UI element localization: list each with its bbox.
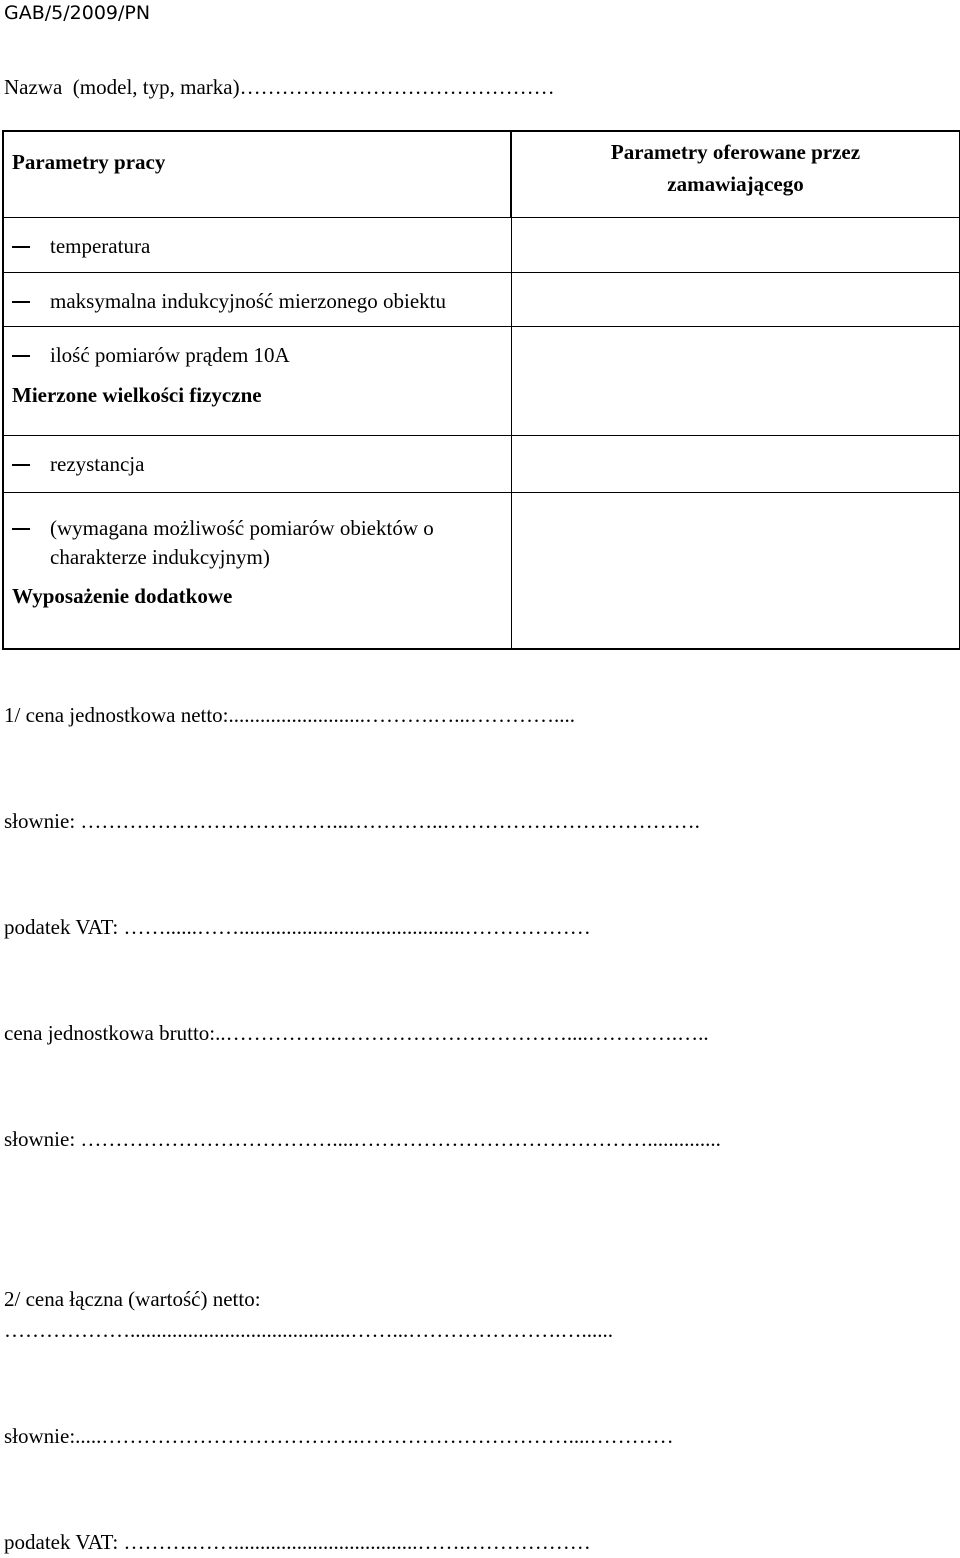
dash-icon: [12, 355, 30, 357]
dash-icon: [12, 464, 30, 466]
value-cell-temperatura[interactable]: [511, 217, 960, 272]
row-ilosc: [3, 326, 511, 435]
header-parametry-pracy: [3, 131, 511, 217]
header-right-label: Parametry oferowane przez zamawiającego: [610, 140, 861, 196]
section-mierzone: Mierzone wielkości fizyczne: [12, 382, 262, 407]
form-line-cena-laczna-value: ………………..........................................……...………………….…......: [4, 1318, 613, 1342]
row-wymagana: [3, 492, 511, 649]
dash-icon: [12, 301, 30, 303]
row-label: ilość pomiarów prądem 10A: [50, 342, 290, 367]
form-line-cena-brutto: cena jednostkowa brutto:..…………….……………………………....………….…..: [4, 1021, 709, 1045]
form-line-slownie-3: słownie:.....……………………………….…………………………....…………: [4, 1424, 674, 1448]
form-line-cena-laczna: 2/ cena łączna (wartość) netto:: [4, 1287, 261, 1311]
value-cell-rezystancja[interactable]: [511, 435, 960, 492]
row-label: rezystancja: [50, 451, 145, 476]
dash-icon: [12, 528, 30, 530]
parameters-table: [2, 130, 960, 650]
row-label: (wymagana możliwość pomiarów obiektów o charakterze indukcyjnym): [50, 515, 434, 569]
row-label: temperatura: [50, 233, 151, 258]
header-left-label: Parametry pracy: [12, 150, 166, 174]
row-label: maksymalna indukcyjność mierzonego obiektu: [50, 288, 446, 313]
row-induktywnosc: [3, 272, 511, 326]
value-cell-ilosc[interactable]: [511, 326, 960, 435]
form-line-slownie-2: słownie: ………………………………....……………………………………..............: [4, 1127, 721, 1151]
section-wyposazenie: Wyposażenie dodatkowe: [12, 583, 233, 608]
form-line-podatek-vat-1: podatek VAT: ……......……...........................................………………: [4, 915, 591, 939]
value-cell-induktywnosc[interactable]: [511, 272, 960, 326]
value-cell-wymagana[interactable]: [511, 492, 960, 649]
row-rezystancja: [3, 435, 511, 492]
row-temperatura: [3, 217, 511, 272]
document-id: GAB/5/2009/PN: [4, 2, 151, 24]
form-line-cena-netto: 1/ cena jednostkowa netto:..........................……….…...…………....: [4, 703, 576, 727]
product-name-line: Nazwa (model, typ, marka)………………………………………: [4, 75, 555, 99]
form-line-slownie-1: słownie: ………………………………...…………..……………………………….: [4, 809, 700, 833]
header-parametry-oferowane: [511, 131, 960, 217]
dash-icon: [12, 246, 30, 248]
form-line-podatek-vat-2: podatek VAT: ……….……...................................…….………………: [4, 1530, 591, 1554]
